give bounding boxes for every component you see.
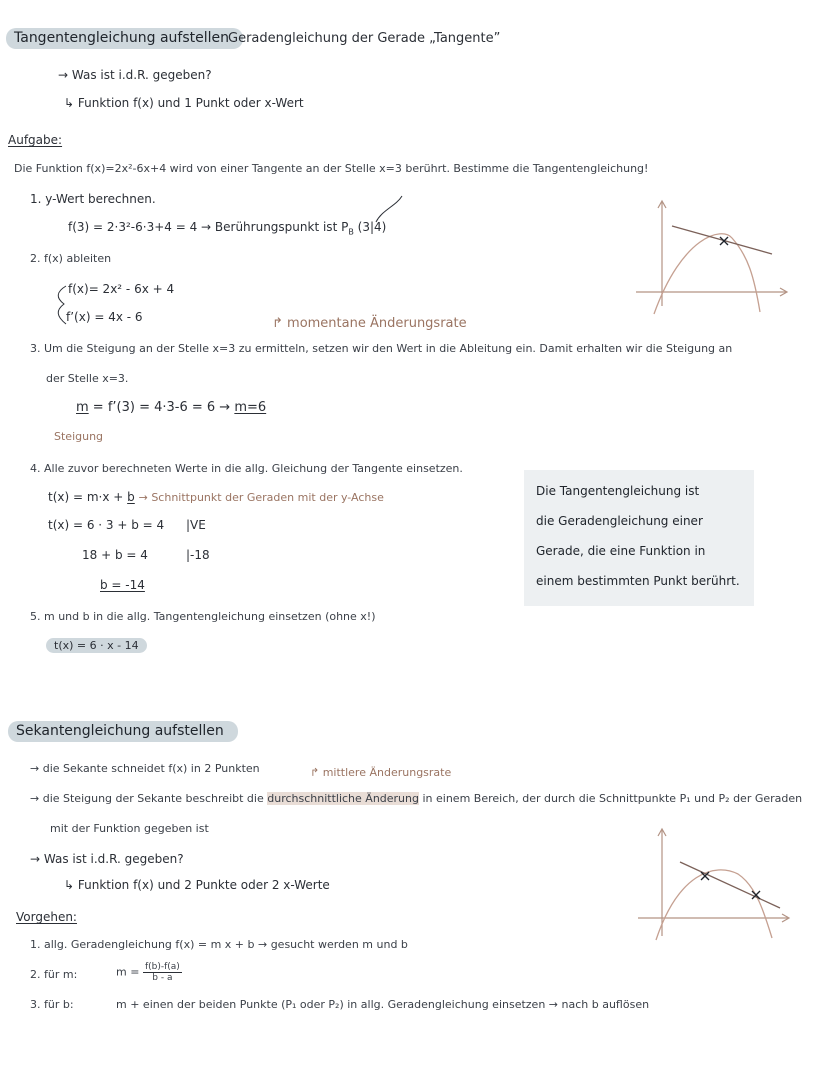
step1-point-sub: B [348,227,354,237]
tangent-heading: Tangentengleichung aufstellen [6,28,243,49]
step4-row1-eq: t(x) = 6 · 3 + b = 4 [48,518,165,532]
vorgehen-step-3-text: m + einen der beiden Punkte (P₁ oder P₂) in allg. Geradengleichung einsetzen → nach b auflösen [116,998,650,1011]
definition-box [524,470,754,606]
step4-row1-op: |VE [186,518,206,532]
tangent-given-answer: ↳ Funktion f(x) und 1 Punkt oder x-Wert [64,96,304,110]
secant-sketch [634,824,794,942]
vorgehen-label: Vorgehen: [16,910,77,924]
step2-f: f(x)= 2x² - 6x + 4 [68,282,175,296]
tangent-heading-note: Geradengleichung der Gerade „Tangente” [228,31,501,46]
step1-title: 1. y-Wert berechnen. [30,192,156,206]
tangent-sketch [632,196,792,316]
step4-b: b [127,490,135,504]
box-line-4: einem bestimmten Punkt berührt. [536,574,740,588]
formula-fraction [143,962,182,983]
vorgehen-step-3-label: 3. für b: [30,998,74,1011]
task-statement: Die Funktion f(x)=2x²-6x+4 wird von einer Tangente an der Stelle x=3 berührt. Bestimme die Tangentengleichung! [14,162,649,175]
secant-bullet-1: → die Sekante schneidet f(x) in 2 Punkten [30,762,260,775]
aufgabe-label: Aufgabe: [8,133,63,147]
steigung-label: Steigung [54,430,104,443]
step4-eq: t(x) = m·x + [48,490,128,504]
step3-calculation [76,400,266,415]
step3-m: m [76,400,89,415]
step3-line2: der Stelle x=3. [46,372,129,385]
box-line-3: Gerade, die eine Funktion in [536,544,706,558]
secant-b2-post: in einem Bereich, der durch die Schnittpunkte P₁ und P₂ der Geraden [418,792,803,805]
step1-arrow-line [366,192,406,226]
step3-calc-rest: = f’(3) = 4·3-6 = 6 → [88,400,235,415]
average-rate-note: ↱ mittlere Änderungsrate [310,766,452,779]
vorgehen-step-2-formula [116,962,182,983]
step2-fprime: f’(x) = 4x - 6 [66,310,143,324]
step3-result: m=6 [234,400,267,415]
box-line-1: Die Tangentengleichung ist [536,484,700,498]
tangent-line [672,226,772,254]
step1-point: (3|4) [357,220,387,234]
secant-given-question: → Was ist i.d.R. gegeben? [30,852,184,866]
step1-calc-text: f(3) = 2·3²-6·3+4 = 4 → Berührungspunkt ist P [68,220,349,234]
step2-title: 2. f(x) ableiten [30,252,112,265]
step5-result: t(x) = 6 · x - 14 [46,638,147,653]
secant-given-answer: ↳ Funktion f(x) und 2 Punkte oder 2 x-Werte [64,878,330,892]
formula-m: m = [116,965,140,979]
vorgehen-step-1: 1. allg. Geradengleichung f(x) = m x + b → gesucht werden m und b [30,938,408,951]
secant-bullet-2 [30,792,802,805]
secant-b2-pre: → die Steigung der Sekante beschreibt die [30,792,268,805]
step4-row2-eq: 18 + b = 4 [82,548,148,562]
tangent-given-question: → Was ist i.d.R. gegeben? [58,68,212,82]
vorgehen-step-2-label: 2. für m: [30,968,78,981]
box-line-2: die Geradengleichung einer [536,514,703,528]
step3-line1: 3. Um die Steigung an der Stelle x=3 zu ermitteln, setzen wir den Wert in die Ableitung ein. Damit erhalten wir die Steigung an [30,342,733,355]
secant-b2-highlight: durchschnittliche Änderung [267,792,419,805]
formula-denominator: b - a [152,973,173,983]
step4-row3: b = -14 [100,578,145,592]
step4-equation [48,490,384,504]
step5-title: 5. m und b in die allg. Tangentengleichung einsetzen (ohne x!) [30,610,376,623]
secant-bullet-2-line2: mit der Funktion gegeben ist [50,822,209,835]
momentary-rate-note: ↱ momentane Änderungsrate [272,316,467,331]
secant-curve [656,870,772,940]
secant-line [680,862,780,908]
secant-heading: Sekantengleichung aufstellen [8,721,238,742]
formula-numerator: f(b)-f(a) [144,962,180,972]
step1-calculation [68,220,386,236]
step4-b-note: → Schnittpunkt der Geraden mit der y-Achse [138,491,384,504]
step4-title: 4. Alle zuvor berechneten Werte in die allg. Gleichung der Tangente einsetzen. [30,462,463,475]
step4-row2-op: |-18 [186,548,210,562]
